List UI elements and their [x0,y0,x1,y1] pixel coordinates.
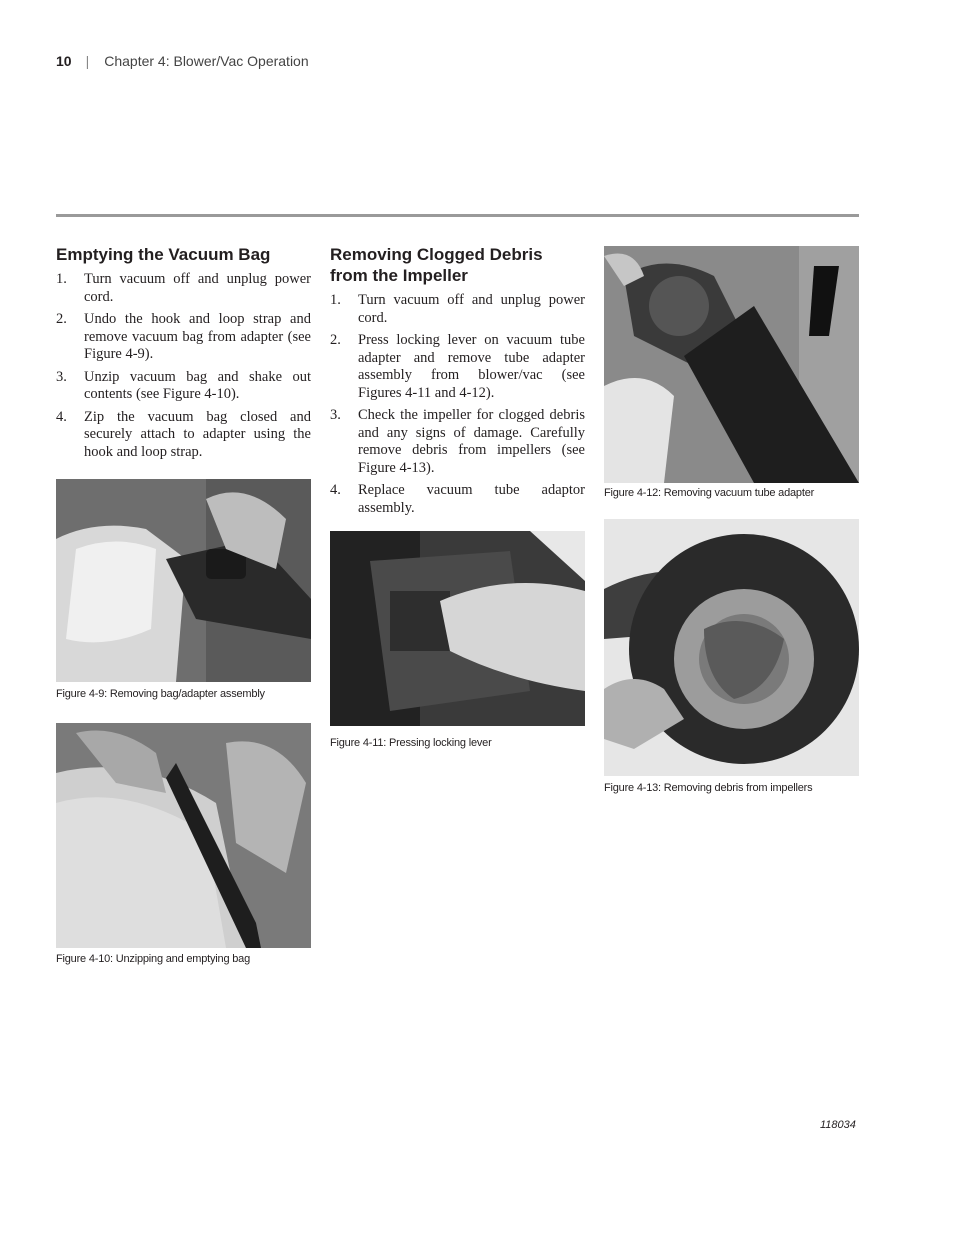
page-header [56,53,309,69]
document-number: 118034 [820,1119,856,1131]
list-item: 2. Press locking lever on vacuum tube adapter and remove tube adapter assembly from blower/vac (see Figures 4-11 and 4-12). [330,332,585,401]
list-item: 2. Undo the hook and loop strap and remove vacuum bag from adapter (see Figure 4-9). [56,311,311,362]
section-divider [56,214,859,217]
header-separator: | [85,53,90,69]
list-item: 4. Replace vacuum tube adaptor assembly. [330,482,585,516]
left-column [56,244,311,466]
figure-4-10-photo [56,723,311,948]
list-item: 3. Check the impeller for clogged debris and any signs of damage. Carefully remove debris from impellers (see Figure 4-13). [330,407,585,476]
figure-4-10-caption: Figure 4-10: Unzipping and emptying bag [56,953,250,965]
page-number: 10 [56,53,72,69]
section-heading-emptying-bag: Emptying the Vacuum Bag [56,245,271,264]
figure-4-12-caption: Figure 4-12: Removing vacuum tube adapter [604,487,815,499]
figure-4-12-photo [604,246,859,483]
list-item: 3. Unzip vacuum bag and shake out contents (see Figure 4-10). [56,368,311,402]
figure-4-13-caption: Figure 4-13: Removing debris from impellers [604,782,813,794]
section-heading-removing-debris: Removing Clogged Debris from the Impeller [330,245,543,285]
figure-4-9-caption: Figure 4-9: Removing bag/adapter assembly [56,688,265,700]
figure-4-9-photo [56,479,311,682]
chapter-title: Chapter 4: Blower/Vac Operation [104,53,309,69]
steps-list-removing-debris [330,292,585,517]
steps-list-emptying-bag [56,271,311,461]
figure-4-11-caption: Figure 4-11: Pressing locking lever [330,737,492,749]
list-item: 4. Zip the vacuum bag closed and securely attach to adapter using the hook and loop strap. [56,408,311,460]
list-item: 1. Turn vacuum off and unplug power cord. [330,292,585,326]
figure-4-11-photo [330,531,585,726]
list-item: 1. Turn vacuum off and unplug power cord. [56,271,311,305]
figure-4-13-photo [604,519,859,776]
middle-column [330,244,585,522]
